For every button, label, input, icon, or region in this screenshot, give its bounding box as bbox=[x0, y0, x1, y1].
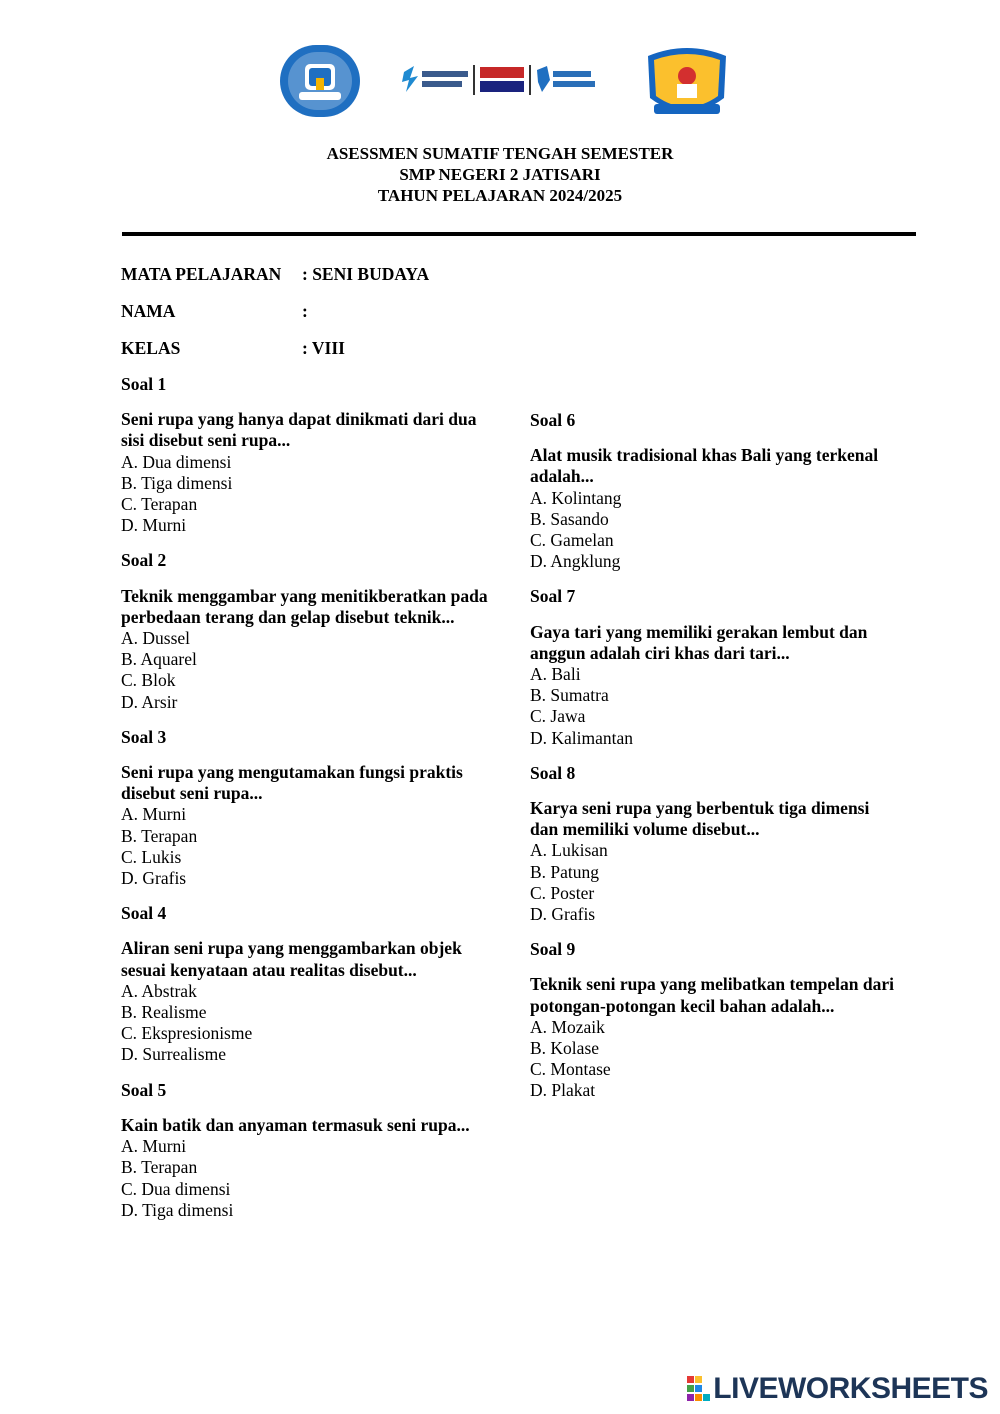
question-title: Soal 1 bbox=[121, 374, 167, 394]
tut-wuri-handayani-emblem-icon bbox=[279, 44, 361, 118]
option-a[interactable]: A. Dussel bbox=[121, 628, 191, 649]
option-b[interactable]: B. Terapan bbox=[121, 1157, 198, 1178]
option-c[interactable]: C. Gamelan bbox=[530, 530, 614, 551]
meta-label: KELAS bbox=[121, 338, 181, 358]
watermark-text: LIVEWORKSHEETS bbox=[713, 1372, 988, 1405]
option-d[interactable]: D. Plakat bbox=[530, 1080, 596, 1101]
question-4 bbox=[121, 903, 491, 1065]
question-9 bbox=[530, 939, 900, 1101]
question-text: Seni rupa yang mengutamakan fungsi praktis disebut seni rupa... bbox=[121, 762, 463, 804]
option-a[interactable]: A. Murni bbox=[121, 804, 187, 825]
meta-value: : VIII bbox=[302, 338, 345, 358]
name-row bbox=[121, 301, 429, 338]
header-divider bbox=[122, 232, 916, 236]
option-d[interactable]: D. Tiga dimensi bbox=[121, 1199, 234, 1220]
question-text: Teknik seni rupa yang melibatkan tempelan dari potongan-potongan kecil bahan adalah... bbox=[530, 974, 895, 1016]
meta-value[interactable]: : bbox=[302, 301, 308, 321]
option-a[interactable]: A. Mozaik bbox=[530, 1016, 605, 1037]
questions-left-column bbox=[121, 374, 491, 1235]
question-1 bbox=[121, 374, 491, 536]
option-b[interactable]: B. Sumatra bbox=[530, 685, 609, 706]
option-a[interactable]: A. Lukisan bbox=[530, 840, 608, 861]
option-c[interactable]: C. Montase bbox=[530, 1059, 611, 1080]
liveworksheets-watermark[interactable] bbox=[687, 1374, 988, 1404]
question-title: Soal 8 bbox=[530, 762, 576, 783]
subject-row bbox=[121, 264, 429, 301]
option-d[interactable]: D. Arsir bbox=[121, 691, 178, 712]
question-text: Gaya tari yang memiliki gerakan lembut dan anggun adalah ciri khas dari tari... bbox=[530, 621, 868, 663]
question-title: Soal 4 bbox=[121, 903, 167, 924]
question-title: Soal 9 bbox=[530, 939, 576, 960]
option-a[interactable]: A. Dua dimensi bbox=[121, 451, 232, 472]
option-d[interactable]: D. Angklung bbox=[530, 551, 621, 572]
option-d[interactable]: D. Murni bbox=[121, 515, 187, 536]
liveworksheets-logo-icon bbox=[687, 1376, 711, 1402]
header-logos bbox=[0, 42, 1000, 122]
option-d[interactable]: D. Grafis bbox=[530, 904, 596, 925]
option-d[interactable]: D. Kalimantan bbox=[530, 727, 634, 748]
smp-negeri-2-jatisari-emblem-icon bbox=[644, 46, 730, 120]
option-c[interactable]: C. Poster bbox=[530, 882, 595, 903]
header-line-3: TAHUN PELAJARAN 2024/2025 bbox=[377, 186, 623, 205]
question-6 bbox=[530, 410, 900, 572]
option-c[interactable]: C. Dua dimensi bbox=[121, 1178, 231, 1199]
question-2 bbox=[121, 550, 491, 712]
option-c[interactable]: C. Lukis bbox=[121, 846, 182, 867]
header-line-2: SMP NEGERI 2 JATISARI bbox=[399, 165, 601, 184]
question-text: Teknik menggambar yang menitikberatkan pada perbedaan terang dan gelap disebut teknik... bbox=[121, 585, 488, 627]
question-title: Soal 2 bbox=[121, 550, 167, 571]
header-line-1: ASESSMEN SUMATIF TENGAH SEMESTER bbox=[326, 144, 674, 163]
option-a[interactable]: A. Bali bbox=[530, 664, 581, 685]
kurikulum-merdeka-logo-icon bbox=[400, 62, 596, 98]
option-a[interactable]: A. Murni bbox=[121, 1136, 187, 1157]
option-b[interactable]: B. Realisme bbox=[121, 1002, 207, 1023]
question-5 bbox=[121, 1080, 491, 1221]
option-d[interactable]: D. Grafis bbox=[121, 868, 187, 889]
class-row bbox=[121, 338, 429, 375]
option-b[interactable]: B. Terapan bbox=[121, 825, 198, 846]
question-text: Alat musik tradisional khas Bali yang terkenal adalah... bbox=[530, 445, 879, 487]
meta-label: NAMA bbox=[121, 301, 176, 321]
option-c[interactable]: C. Terapan bbox=[121, 494, 198, 515]
option-a[interactable]: A. Kolintang bbox=[530, 487, 622, 508]
meta-label: MATA PELAJARAN bbox=[121, 264, 282, 284]
option-b[interactable]: B. Tiga dimensi bbox=[121, 472, 233, 493]
question-title: Soal 6 bbox=[530, 410, 576, 430]
question-title: Soal 5 bbox=[121, 1079, 167, 1100]
question-title: Soal 3 bbox=[121, 726, 167, 747]
question-text: Aliran seni rupa yang menggambarkan objek sesuai kenyataan atau realitas disebut... bbox=[121, 938, 462, 980]
question-8 bbox=[530, 763, 900, 925]
option-c[interactable]: C. Ekspresionisme bbox=[121, 1023, 253, 1044]
question-7 bbox=[530, 586, 900, 748]
option-b[interactable]: B. Aquarel bbox=[121, 649, 197, 670]
question-text: Karya seni rupa yang berbentuk tiga dimensi dan memiliki volume disebut... bbox=[530, 798, 870, 840]
question-title: Soal 7 bbox=[530, 586, 576, 607]
option-a[interactable]: A. Abstrak bbox=[121, 980, 197, 1001]
option-b[interactable]: B. Sasando bbox=[530, 508, 609, 529]
meta-value: : SENI BUDAYA bbox=[302, 264, 430, 284]
option-c[interactable]: C. Blok bbox=[121, 670, 176, 691]
question-text: Kain batik dan anyaman termasuk seni rupa... bbox=[121, 1114, 470, 1135]
option-c[interactable]: C. Jawa bbox=[530, 706, 586, 727]
document-header bbox=[0, 143, 1000, 206]
question-3 bbox=[121, 727, 491, 889]
question-text: Seni rupa yang hanya dapat dinikmati dari dua sisi disebut seni rupa... bbox=[121, 409, 477, 451]
option-d[interactable]: D. Surrealisme bbox=[121, 1044, 226, 1065]
option-b[interactable]: B. Kolase bbox=[530, 1038, 600, 1059]
student-info bbox=[121, 264, 429, 375]
option-b[interactable]: B. Patung bbox=[530, 861, 600, 882]
questions-right-column bbox=[530, 410, 900, 1116]
